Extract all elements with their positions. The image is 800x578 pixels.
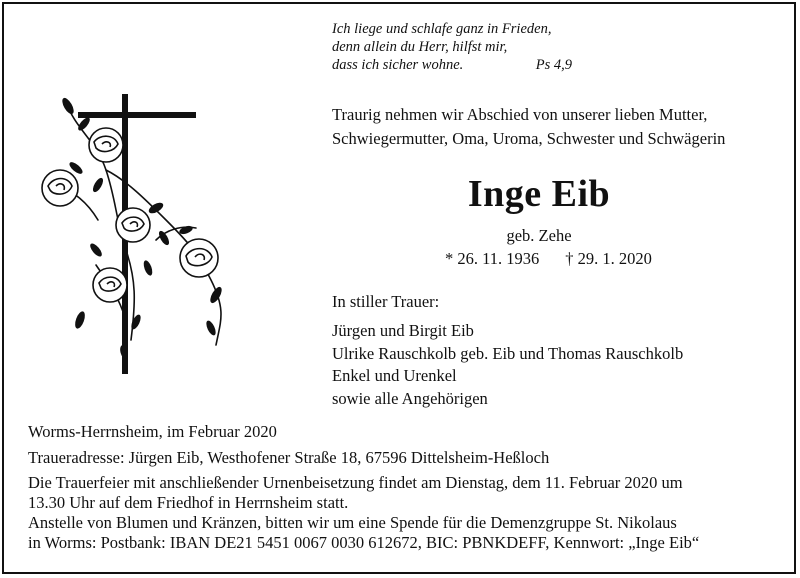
- cross-with-roses-icon: [36, 90, 242, 380]
- quote-line: Ich liege und schlafe ganz in Frieden,: [332, 21, 552, 37]
- mourning-address: Traueradresse: Jürgen Eib, Westhofener Straße 18, 67596 Dittelsheim-Heßloch: [28, 448, 550, 467]
- quote-line: denn allein du Herr, hilfst mir,: [332, 39, 508, 55]
- mourning-label: In stiller Trauer:: [332, 292, 440, 311]
- mourner-entry: Ulrike Rauschkolb geb. Eib und Thomas Rauschkolb: [332, 343, 684, 363]
- intro-line: Traurig nehmen wir Abschied von unserer lieben Mutter,: [332, 105, 708, 124]
- psalm-quote: [332, 20, 572, 74]
- rose-2: [42, 170, 78, 206]
- rose-3: [116, 208, 150, 242]
- farewell-intro: [332, 103, 725, 151]
- death-date: † 29. 1. 2020: [565, 249, 652, 268]
- birth-name: geb. Zehe: [506, 226, 572, 245]
- rose-1: [89, 128, 123, 162]
- life-dates: [445, 248, 652, 270]
- mourners-list: [332, 320, 683, 410]
- quote-line-with-reference: [332, 56, 572, 74]
- psalm-reference: Ps 4,9: [535, 57, 572, 73]
- place-and-date: Worms-Herrnsheim, im Februar 2020: [28, 422, 277, 441]
- notice-footer: [28, 422, 778, 553]
- deceased-name: Inge Eib: [467, 173, 611, 215]
- cross-horizontal-bar: [78, 112, 196, 118]
- quote-line: dass ich sicher wohne.: [332, 57, 464, 73]
- donation-info: Anstelle von Blumen und Kränzen, bitten wir um eine Spende für die Demenzgruppe St. Nikolaus: [28, 513, 677, 532]
- mourner-entry: Jürgen und Birgit Eib: [332, 321, 474, 340]
- mourner-entry: sowie alle Angehörigen: [332, 388, 488, 408]
- service-info: 13.30 Uhr auf dem Friedhof in Herrnsheim statt.: [28, 493, 349, 512]
- donation-info: in Worms: Postbank: IBAN DE21 5451 0067 0030 612672, BIC: PBNKDEFF, Kennwort: „Inge Eib“: [28, 533, 700, 552]
- rose-4: [180, 239, 218, 277]
- birth-date: * 26. 11. 1936: [445, 249, 540, 268]
- intro-line: Schwiegermutter, Oma, Uroma, Schwester und Schwägerin: [332, 129, 726, 148]
- service-info: Die Trauerfeier mit anschließender Urnenbeisetzung findet am Dienstag, dem 11. Februar 2020 um: [28, 473, 683, 492]
- mourner-entry: Enkel und Urenkel: [332, 366, 457, 385]
- rose-5: [93, 268, 127, 302]
